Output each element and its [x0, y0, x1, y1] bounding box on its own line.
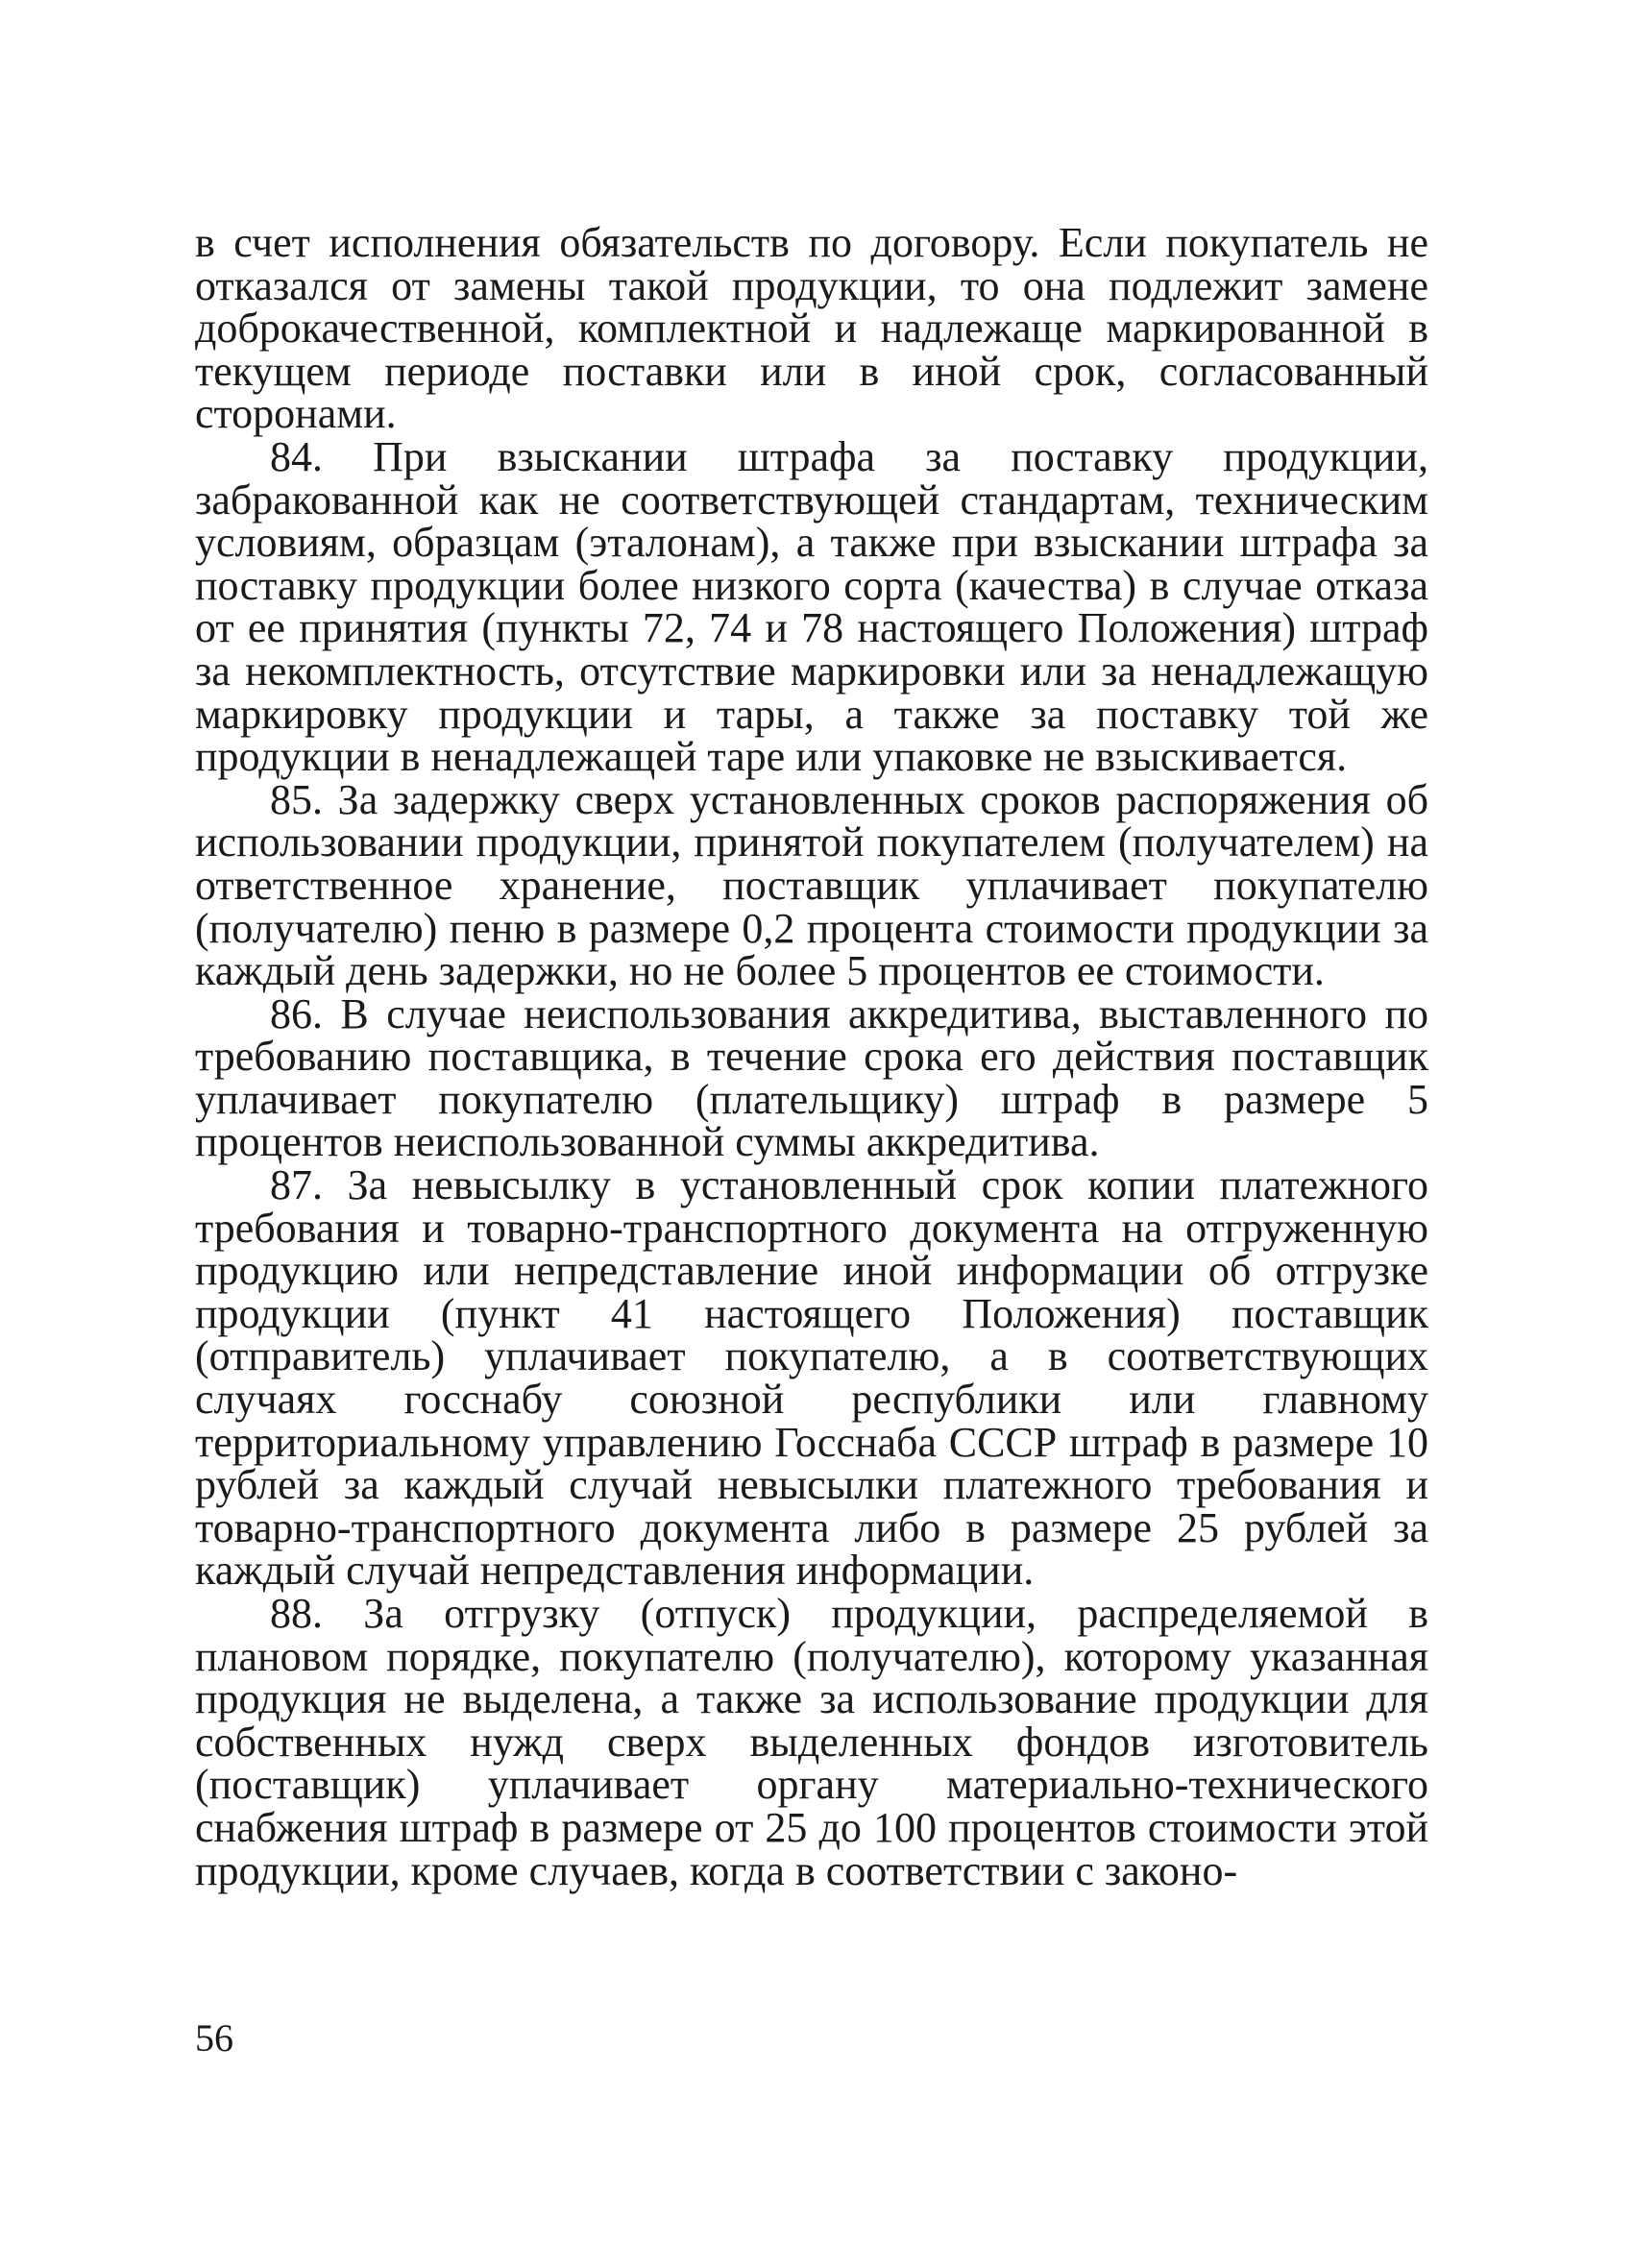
- paragraph-84: 84. При взыскании штрафа за поставку продукции, забракованной как не соответствующей стандартам, техническим условиям, образцам (эталонам), а также при взыскании штрафа за поставку продукции более низкого сорта (качества) в случае отказа от ее принятия (пункты 72, 74 и 78 настоящего Положения) штраф за некомплектность, отсутствие маркировки или за ненадлежащую маркировку продукции и тары, а также за поставку той же продукции в ненадлежащей таре или упаковке не взыскивается.: [195, 432, 1428, 781]
- body-text: [195, 219, 1428, 1894]
- page-number: 56: [195, 2016, 233, 2060]
- paragraph-87: 87. За невысылку в установленный срок копии платежного требования и товарно-транспортного документа на отгруженную продукцию или непредставление иной информации об отгрузке продукции (пункт 41 настоящего Положения) поставщик (отправитель) уплачивает покупателю, а в соответствующих случаях госснабу союзной республики или главному территориальному управлению Госснаба СССР штраф в размере 10 рублей за каждый случай невысылки платежного требования и товарно-транспортного документа либо в размере 25 рублей за каждый случай непредставления информации.: [195, 1161, 1428, 1595]
- paragraph-85: 85. За задержку сверх установленных сроков распоряжения об использовании продукции, принятой покупателем (получателем) на ответственное хранение, поставщик уплачивает покупателю (получателю) пеню в размере 0,2 процента стоимости продукции за каждый день задержки, но не более 5 процентов ее стоимости.: [195, 775, 1428, 995]
- paragraph-86: 86. В случае неиспользования аккредитива, выставленного по требованию поставщика, в течение срока его действия поставщик уплачивает покупателю (плательщику) штраф в размере 5 процентов неиспользованной суммы аккредитива.: [195, 989, 1428, 1166]
- paragraph-continuation: в счет исполнения обязательств по договору. Если покупатель не отказался от замены такой продукции, то она подлежит замене доброкачественной, комплектной и надлежаще маркированной в текущем периоде поставки или в иной срок, согласованный сторонами.: [195, 219, 1428, 438]
- paragraph-88: 88. За отгрузку (отпуск) продукции, распределяемой в плановом порядке, покупателю (получателю), которому указанная продукция не выделена, а также за использование продукции для собственных нужд сверх выделенных фондов изготовитель (поставщик) уплачивает органу материально-технического снабжения штраф в размере от 25 до 100 процентов стоимости этой продукции, кроме случаев, когда в соответствии с законо-: [195, 1590, 1428, 1894]
